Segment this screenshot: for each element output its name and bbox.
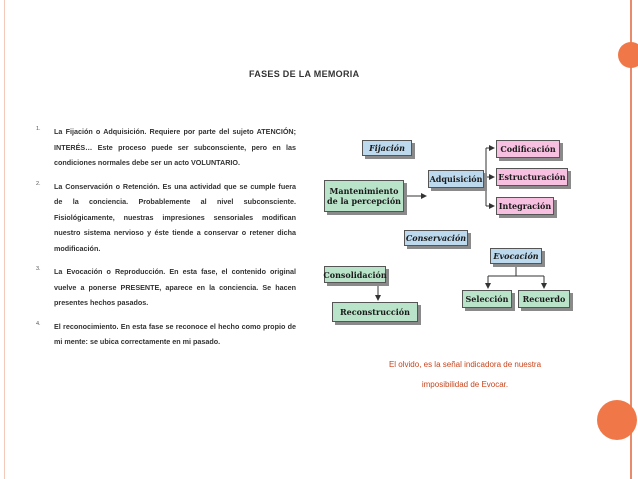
- item-text: La Conservación o Retención. Es una actividad que se cumple fuera de la conciencia. Probablemente al nivel subconsciente. Fisiológicamente, nuestras impresiones sensoriales modifican nuestro sistema nervioso y éste tiende a conservar o retener dicha modificación.: [54, 181, 296, 253]
- list-item: [36, 124, 296, 171]
- adquisicion-label: Adquisición: [429, 174, 483, 184]
- mantenimiento-label-line2: de la percepción: [327, 196, 401, 206]
- item-text: El reconocimiento. En esta fase se reconoce el hecho como propio de mi mente: se ubica correctamente en mi pasado.: [54, 321, 296, 346]
- item-number: 4.: [36, 320, 41, 327]
- list-item: [36, 179, 296, 257]
- mantenimiento-label-line1: Mantenimiento: [329, 186, 399, 196]
- integracion-label: Integración: [498, 201, 552, 211]
- list-item: [36, 319, 296, 350]
- integracion-box: [496, 197, 554, 215]
- item-number: 3.: [36, 266, 41, 272]
- mantenimiento-box: [324, 180, 404, 212]
- item-text: La Fijación o Adquisición. Requiere por parte del sujeto ATENCIÓN; INTERÉS… Este proceso puede ser subconsciente, pero en las condiciones normales debe ser un acto VOLUNTARIO.: [54, 127, 296, 167]
- recuerdo-label: Recuerdo: [522, 294, 566, 304]
- consolidacion-label: Consolidación: [323, 269, 387, 280]
- item-number: 2.: [36, 180, 41, 187]
- recuerdo-box: [518, 290, 570, 308]
- caption-line-2: imposibilidad de Evocar.: [421, 380, 509, 389]
- reconstruccion-box: [332, 302, 418, 322]
- evocacion-label: Evocación: [493, 251, 539, 261]
- memory-diagram: [318, 126, 618, 336]
- codificacion-box: [496, 140, 560, 158]
- adquisicion-box: [428, 170, 484, 188]
- estructuracion-label: Estructuración: [498, 172, 566, 182]
- seleccion-label: Selección: [465, 294, 509, 304]
- caption-line-1: El olvido, es la señal indicadora de nuestra: [388, 360, 542, 369]
- slide-title: FASES DE LA MEMORIA: [249, 69, 360, 79]
- phases-list: [36, 124, 296, 358]
- reconstruccion-label: Reconstrucción: [340, 307, 410, 317]
- evocacion-box: [490, 248, 542, 264]
- fijacion-label: Fijación: [369, 143, 405, 153]
- estructuracion-box: [496, 168, 568, 186]
- item-number: 1.: [36, 126, 41, 132]
- list-item: [36, 264, 296, 311]
- codificacion-label: Codificación: [500, 144, 556, 154]
- consolidacion-box: [324, 266, 386, 283]
- fijacion-box: [362, 140, 412, 156]
- item-text: La Evocación o Reproducción. En esta fase, el contenido original vuelve a ponerse PRESENTE, aparece en la conciencia. Se hacen presentes hechos pasados.: [54, 267, 296, 307]
- conservacion-box: [404, 230, 468, 246]
- left-border-line: [4, 0, 5, 479]
- seleccion-box: [462, 290, 512, 308]
- decorative-circle-top: [618, 42, 638, 68]
- conservacion-label: Conservación: [405, 233, 467, 243]
- decorative-circle-bottom: [597, 400, 637, 440]
